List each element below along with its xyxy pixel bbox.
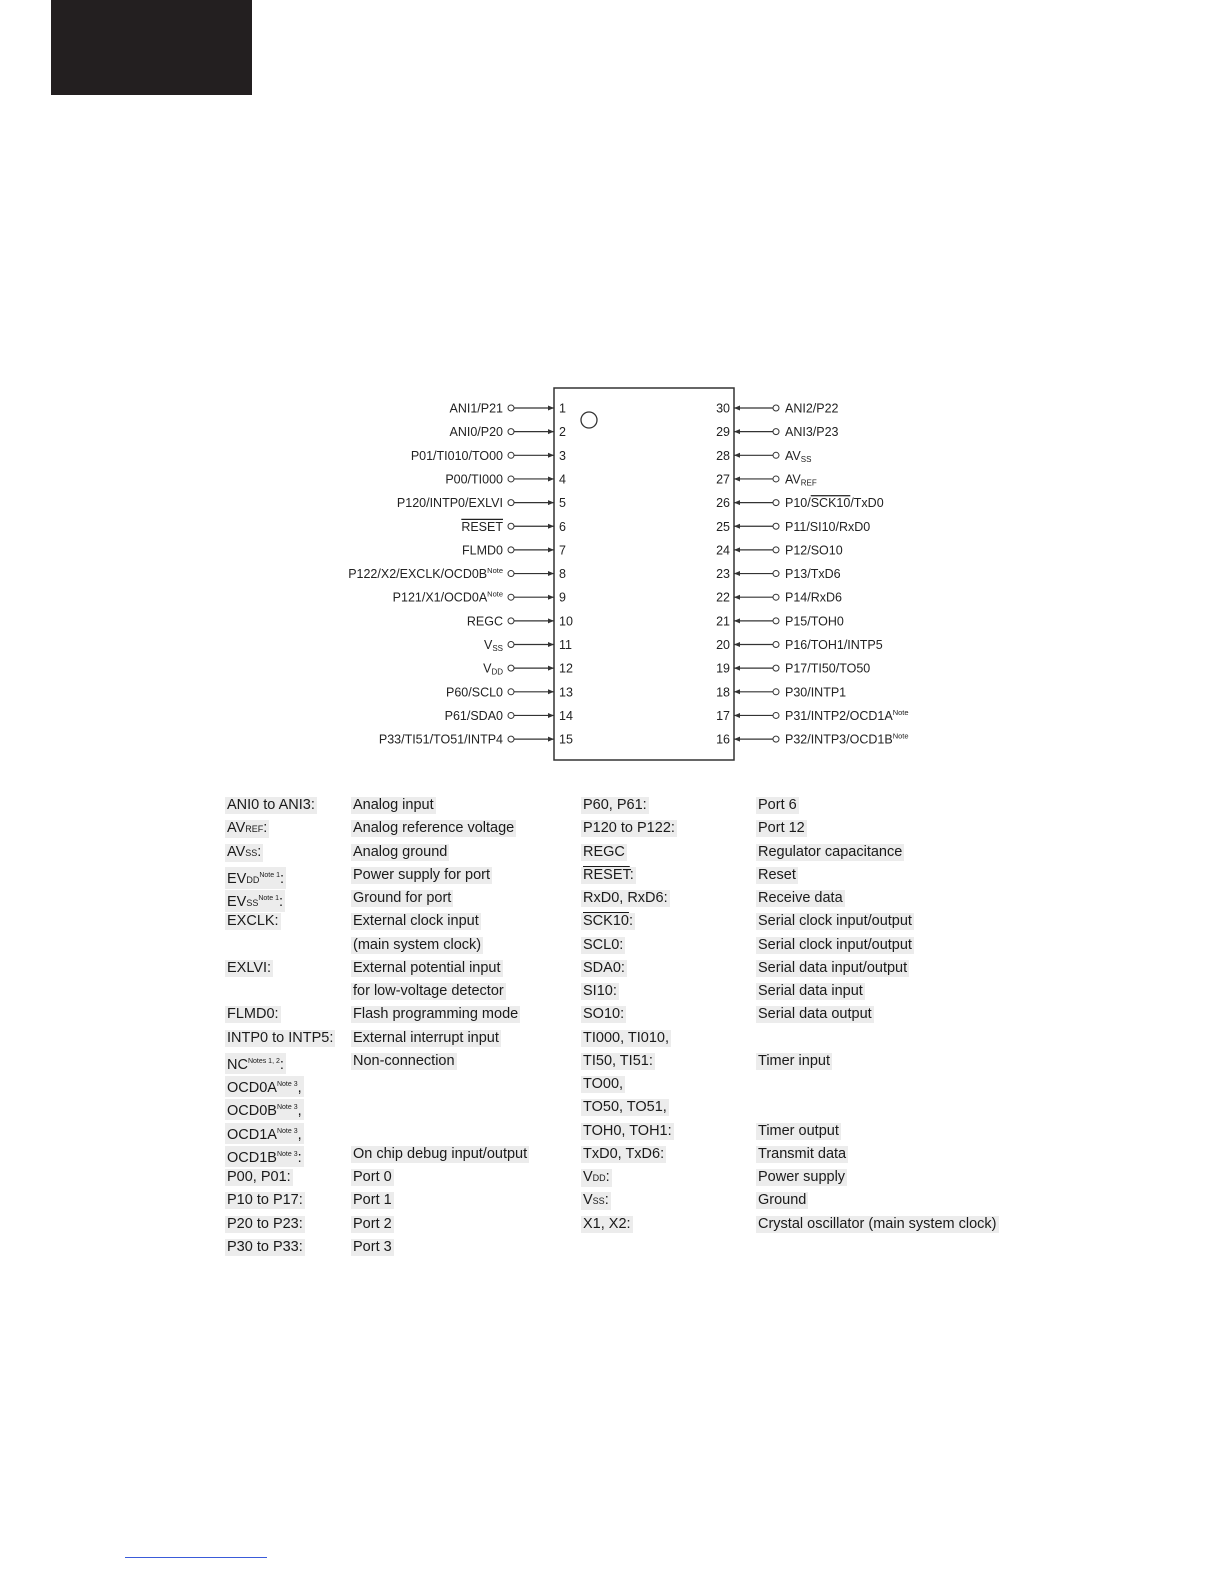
- pin-right-26: [716, 496, 884, 510]
- pin-number: 2: [559, 425, 566, 440]
- legend-term: P00, P01:: [227, 1169, 291, 1185]
- legend-term: AVREF:: [227, 820, 268, 837]
- pin-number: 11: [559, 638, 572, 652]
- right-pins: [716, 402, 908, 747]
- pin-left-2: [449, 425, 566, 439]
- pin-left-5: [397, 496, 566, 510]
- pin-number: 9: [559, 590, 566, 605]
- legend-term: EXLVI:: [227, 959, 272, 976]
- pin-label: $P121/X1/OCD0A^{Note}$: [392, 589, 503, 605]
- legend-desc: Non-connection: [353, 1052, 455, 1069]
- pin-label: P61/SDA0: [444, 708, 503, 723]
- pin-label: VSS: [483, 638, 503, 653]
- legend-desc: Analog reference voltage: [353, 820, 515, 837]
- legend-desc: Ground for port: [353, 890, 452, 906]
- legend-term: $EVSS^{Note 1}$:: [225, 890, 285, 912]
- pin-label: $P31/INTP2/OCD1A^{Note}$: [785, 707, 909, 723]
- legend-desc: Regulator capacitance: [758, 843, 903, 860]
- legend-term: X1, X2:: [583, 1215, 631, 1232]
- legend-term: TI50, TI51:: [583, 1052, 653, 1069]
- pin-left-10: [467, 614, 573, 628]
- pin-number: 14: [559, 708, 573, 723]
- pin-label: FLMD0: [462, 543, 503, 558]
- pin-label: ANI0/P20: [449, 425, 503, 440]
- legend-term: TxD0, TxD6:: [583, 1145, 665, 1162]
- legend-term: P20 to P23:: [227, 1215, 303, 1232]
- pin-left-7: [462, 543, 566, 557]
- legend-desc: for low-voltage detector: [353, 983, 504, 999]
- pin-label: ANI2/P22: [785, 401, 839, 416]
- pin-label: $P32/INTP3/OCD1B^{Note}$: [785, 731, 909, 747]
- pin-label: RESET: [461, 519, 503, 534]
- legend-term: $OCD1A^{Note 3}$,: [225, 1123, 304, 1144]
- legend-desc: Serial data input: [758, 983, 863, 999]
- pin1-marker: [581, 412, 597, 428]
- legend-desc: Flash programming mode: [353, 1006, 519, 1023]
- legend-desc: Port 0: [353, 1169, 392, 1185]
- legend-desc: Serial clock input/output: [758, 913, 912, 930]
- pin-number: 24: [716, 543, 730, 558]
- legend-term: $NC^{Notes 1, 2}$:: [225, 1053, 286, 1074]
- left-pins: [348, 402, 573, 747]
- pin-right-23: [716, 567, 841, 581]
- pin-left-11: [484, 638, 572, 653]
- pin-label: P14/RxD6: [785, 590, 842, 605]
- pin-label: P11/SI10/RxD0: [785, 519, 871, 534]
- legend-term: FLMD0:: [227, 1006, 279, 1023]
- pin-number: 6: [559, 519, 566, 534]
- pin-label: ANI1/P21: [449, 401, 503, 416]
- pin-label: $P122/X2/EXCLK/OCD0B^{Note}$: [348, 566, 503, 582]
- legend-term: RxD0, RxD6:: [583, 890, 668, 906]
- pin-left-8: [348, 566, 566, 581]
- pin-right-28: [716, 449, 811, 464]
- pin-number: 7: [559, 543, 566, 558]
- pin-label: P120/INTP0/EXLVI: [396, 496, 503, 511]
- legend-desc: (main system clock): [353, 936, 482, 953]
- pin-number: 15: [559, 732, 573, 747]
- legend-desc: Port 12: [758, 820, 805, 837]
- pin-label: P13/TxD6: [785, 567, 841, 582]
- pin-right-18: [716, 685, 846, 699]
- pin-label: AVSS: [785, 448, 812, 464]
- pin-number: 23: [716, 567, 730, 582]
- pin-right-21: [716, 614, 844, 628]
- pin-number: 29: [716, 425, 730, 440]
- pin-number: 21: [716, 614, 730, 629]
- pin-label: P30/INTP1: [785, 685, 847, 700]
- pin-label: AVREF: [785, 472, 817, 488]
- legend-desc: Port 1: [353, 1192, 392, 1209]
- legend-desc: Ground: [758, 1192, 807, 1209]
- pin-left-3: [411, 449, 566, 463]
- pin-right-20: [716, 638, 883, 652]
- pin-number: 8: [559, 567, 566, 582]
- pin-label: P15/TOH0: [785, 614, 844, 629]
- legend-desc: Serial data output: [758, 1006, 872, 1023]
- legend-term: TO50, TO51,: [583, 1099, 667, 1116]
- pin-label: P33/TI51/TO51/INTP4: [378, 732, 503, 747]
- pin-right-16: [716, 732, 908, 747]
- legend-desc: External clock input: [353, 913, 479, 930]
- legend-desc: Power supply for port: [353, 866, 491, 883]
- legend-term: INTP0 to INTP5:: [227, 1029, 334, 1046]
- chip-body: [554, 388, 734, 760]
- pin-left-1: [449, 402, 566, 416]
- legend-desc: Timer input: [758, 1052, 830, 1069]
- pin-number: 5: [559, 496, 566, 511]
- legend-term: EXCLK:: [227, 913, 279, 930]
- legend-term: $OCD0A^{Note 3}$,: [225, 1076, 304, 1097]
- pin-left-15: [379, 733, 573, 747]
- pin-number: 4: [559, 472, 566, 487]
- pin-number: 22: [716, 590, 730, 605]
- footer-link-underline[interactable]: [125, 1557, 267, 1558]
- legend-term: SDA0:: [583, 959, 625, 976]
- legend-desc: External potential input: [353, 959, 501, 976]
- pin-label: P01/TI010/TO00: [410, 448, 503, 463]
- legend-desc: Analog input: [353, 797, 434, 813]
- legend-desc: Port 3: [353, 1238, 392, 1255]
- legend-term: VSS:: [583, 1192, 609, 1209]
- legend-term: TO00,: [583, 1076, 624, 1092]
- pin-left-9: [393, 590, 566, 605]
- pin-number: 18: [716, 685, 730, 700]
- pin-left-4: [445, 472, 566, 486]
- legend-term: VDD:: [583, 1169, 610, 1185]
- pin-number: 30: [716, 401, 730, 416]
- pin-left-12: [483, 662, 573, 677]
- pin-right-27: [716, 472, 817, 487]
- pin-left-6: [461, 520, 566, 534]
- legend-desc: Serial clock input/output: [758, 936, 912, 953]
- legend-term: SI10:: [583, 983, 617, 999]
- legend-term: $EVDD^{Note 1}$:: [225, 867, 286, 889]
- pin-label: ANI3/P23: [785, 425, 839, 440]
- legend-term: ANI0 to ANI3:: [227, 797, 315, 813]
- pin-label: REGC: [466, 614, 503, 629]
- legend-term: SCK10:: [583, 913, 633, 930]
- legend-term: REGC: [583, 843, 625, 860]
- pin-number: 1: [559, 401, 566, 416]
- pin-number: 16: [716, 732, 730, 747]
- legend-desc: Power supply: [758, 1169, 846, 1185]
- pin-number: 17: [716, 708, 730, 723]
- pin-right-17: [716, 708, 908, 723]
- legend-desc: External interrupt input: [353, 1029, 499, 1046]
- pin-right-24: [716, 543, 843, 557]
- pin-number: 12: [559, 661, 573, 676]
- legend-term: RESET:: [583, 866, 634, 883]
- legend-term: TOH0, TOH1:: [583, 1122, 672, 1139]
- pin-number: 13: [559, 685, 573, 700]
- legend-desc: On chip debug input/output: [353, 1145, 528, 1162]
- legend-desc: Crystal oscillator (main system clock): [758, 1215, 997, 1232]
- legend-desc: Reset: [758, 866, 796, 883]
- pin-number: 27: [716, 472, 730, 487]
- legend-term: P120 to P122:: [583, 820, 675, 837]
- pin-right-22: [716, 591, 842, 605]
- pin-right-19: [716, 662, 870, 676]
- legend-term: P30 to P33:: [227, 1238, 303, 1255]
- legend-term: TI000, TI010,: [583, 1029, 669, 1046]
- pin-number: 19: [716, 661, 730, 676]
- legend-term: SCL0:: [583, 936, 624, 953]
- pin-label: P10/SCK10/TxD0: [785, 496, 884, 511]
- legend-term: SO10:: [583, 1006, 625, 1023]
- pin-label: P12/SO10: [785, 543, 843, 558]
- legend-desc: Receive data: [758, 890, 843, 906]
- pin-number: 3: [559, 448, 566, 463]
- legend-term: $OCD0B^{Note 3}$,: [225, 1099, 304, 1120]
- legend-desc: Port 6: [758, 797, 797, 813]
- pin-label: P00/TI000: [445, 472, 503, 487]
- legend-desc: Port 2: [353, 1215, 392, 1232]
- pin-number: 25: [716, 519, 730, 534]
- legend-desc: Analog ground: [353, 843, 448, 860]
- legend-term: P10 to P17:: [227, 1192, 303, 1209]
- pin-right-25: [716, 520, 870, 534]
- pin-label: P60/SCL0: [446, 685, 503, 700]
- pin-number: 10: [559, 614, 573, 629]
- legend-term: AVSS:: [227, 843, 262, 860]
- pin-label: VDD: [483, 661, 503, 677]
- pin-number: 26: [716, 496, 730, 511]
- legend-term: $OCD1B^{Note 3}$:: [225, 1146, 304, 1167]
- legend-desc: Transmit data: [758, 1145, 847, 1162]
- legend-term: P60, P61:: [583, 797, 647, 813]
- legend-desc: Serial data input/output: [758, 959, 908, 976]
- pin-number: 28: [716, 448, 730, 463]
- pin-number: 20: [716, 638, 730, 652]
- pin-label: P17/TI50/TO50: [785, 661, 871, 676]
- pin-label: P16/TOH1/INTP5: [785, 638, 883, 652]
- legend-desc: Timer output: [758, 1122, 839, 1139]
